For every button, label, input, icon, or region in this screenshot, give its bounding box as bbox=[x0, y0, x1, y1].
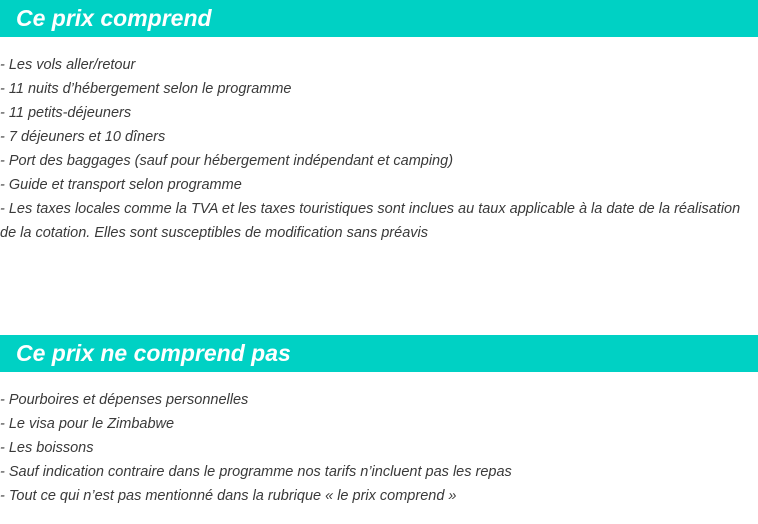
excluded-item-meals: - Sauf indication contraire dans le programme nos tarifs n’incluent pas les repas bbox=[0, 464, 512, 480]
section-title-included: Ce prix comprend bbox=[0, 0, 758, 37]
included-item-taxes: - Les taxes locales comme la TVA et les taxes touristiques sont inclues au taux applicable à la date de la réalisation de la cotation. Elles sont susceptibles de modification sans préavis bbox=[0, 201, 741, 241]
included-item-accommodation: - 11 nuits d’hébergement selon le programme bbox=[0, 81, 292, 97]
excluded-item-drinks: - Les boissons bbox=[0, 440, 94, 456]
excluded-item-tips: - Pourboires et dépenses personnelles bbox=[0, 392, 249, 408]
excluded-items-list bbox=[0, 388, 758, 508]
included-item-flights: - Les vols aller/retour bbox=[0, 57, 136, 73]
included-items-list bbox=[0, 53, 758, 245]
included-item-meals: - 7 déjeuners et 10 dîners bbox=[0, 129, 166, 145]
section-title-excluded: Ce prix ne comprend pas bbox=[0, 335, 758, 372]
excluded-item-visa: - Le visa pour le Zimbabwe bbox=[0, 416, 175, 432]
included-item-breakfasts: - 11 petits-déjeuners bbox=[0, 105, 132, 121]
excluded-item-other: - Tout ce qui n’est pas mentionné dans la rubrique « le prix comprend » bbox=[0, 488, 457, 504]
included-item-luggage: - Port des baggages (sauf pour hébergement indépendant et camping) bbox=[0, 153, 454, 169]
included-item-guide-transport: - Guide et transport selon programme bbox=[0, 177, 242, 193]
